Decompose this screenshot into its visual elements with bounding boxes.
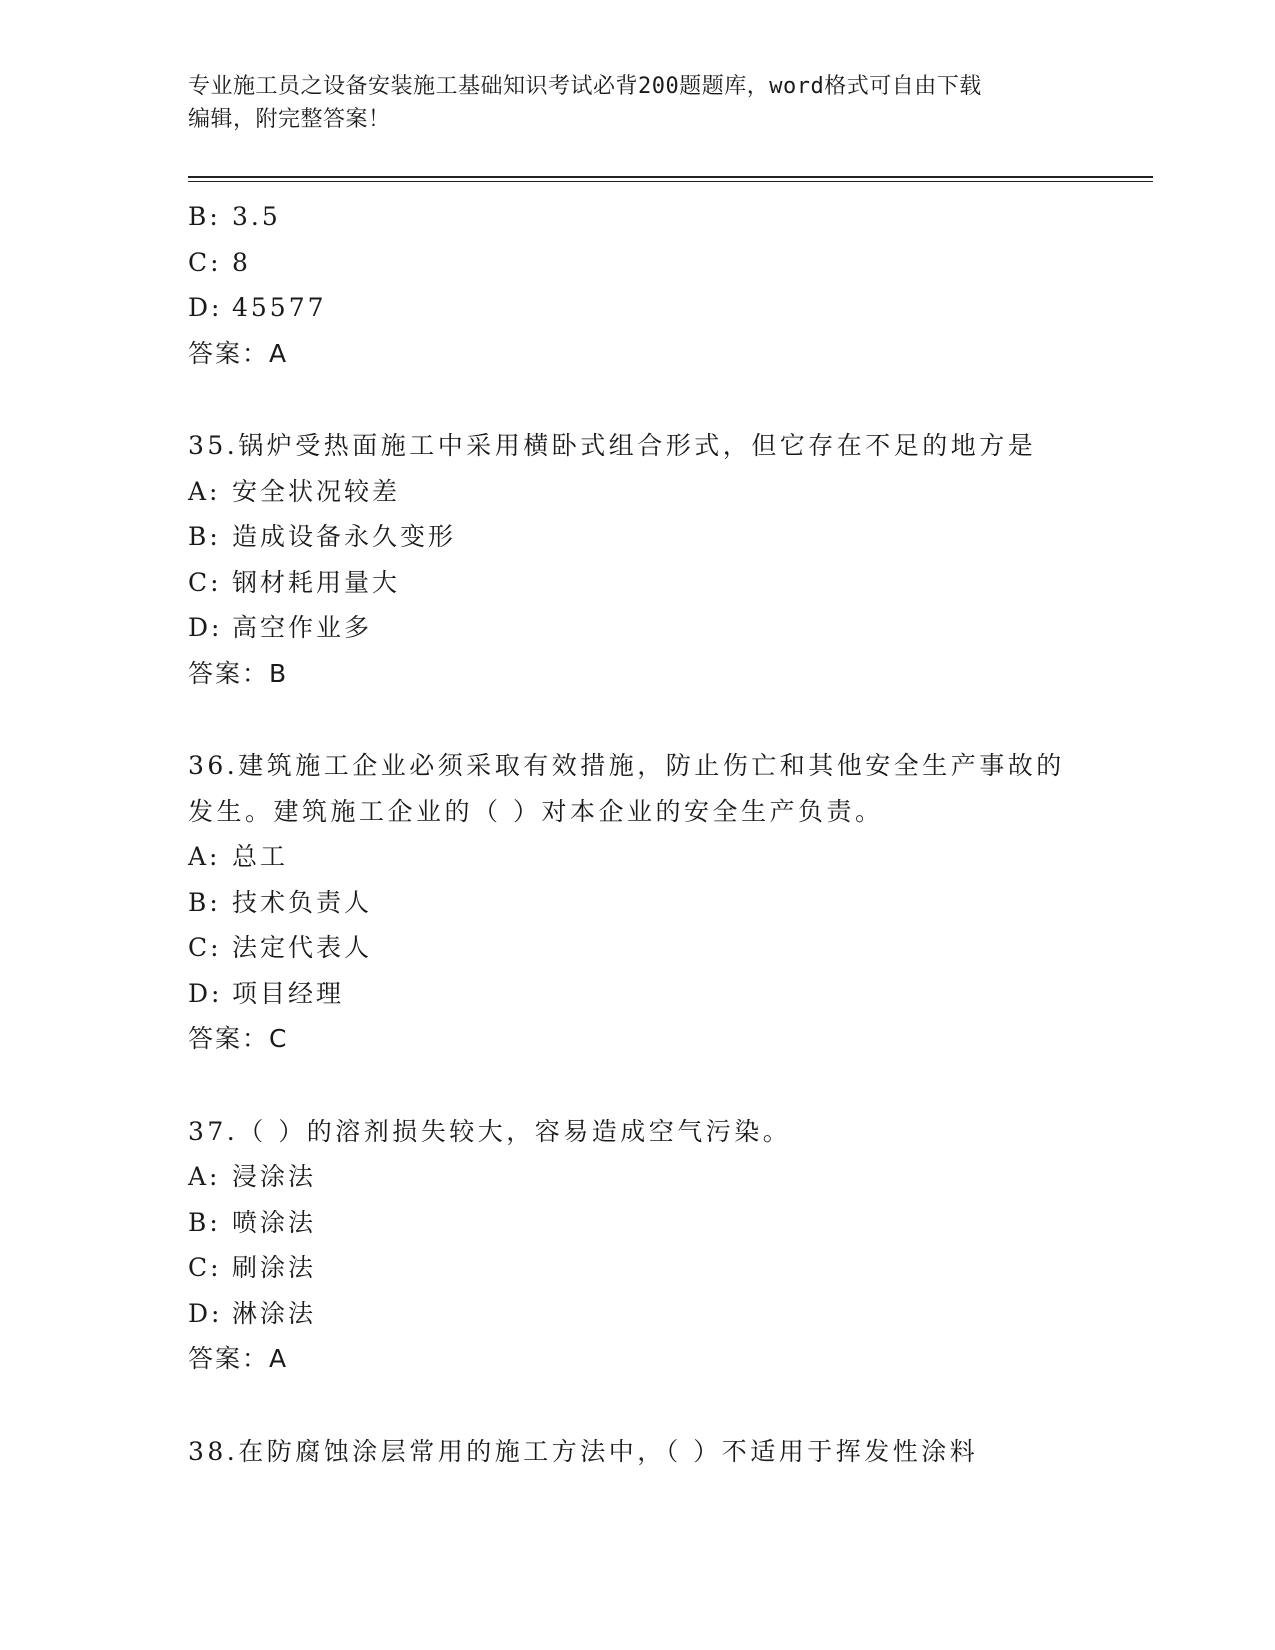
question-text: 36.建筑施工企业必须采取有效措施，防止伤亡和其他安全生产事故的 (188, 751, 1065, 780)
document-page (188, 70, 1153, 1474)
answer-line: 答案：B (188, 658, 289, 688)
question-text: 38.在防腐蚀涂层常用的施工方法中，（ ）不适用于挥发性涂料 (188, 1436, 979, 1466)
header-divider-thick (188, 176, 1153, 178)
option-b: B: 3.5 (188, 202, 281, 231)
option-a: A: 浸涂法 (188, 1162, 317, 1191)
option-b: B: 技术负责人 (188, 887, 373, 917)
option-c: C: 钢材耗用量大 (188, 567, 401, 597)
option-b: B: 喷涂法 (188, 1207, 317, 1237)
continued-question (188, 194, 1153, 376)
option-d: D: 45577 (188, 293, 327, 322)
header-divider-thin (188, 181, 1153, 182)
header-title-line-2: 编辑，附完整答案！ (188, 107, 391, 132)
answer-line: 答案：A (188, 1344, 289, 1373)
header-title-line-1: 专业施工员之设备安装施工基础知识考试必背200题题库，word格式可自由下载 (188, 74, 982, 99)
question-text-continued: 发生。建筑施工企业的（ ）对本企业的安全生产负责。 (188, 796, 884, 826)
answer-line: 答案：C (188, 1024, 289, 1053)
question-text: 35.锅炉受热面施工中采用横卧式组合形式，但它存在不足的地方是 (188, 431, 1037, 460)
question-body (188, 194, 1153, 1474)
option-c: C: 法定代表人 (188, 933, 373, 962)
question-36 (188, 743, 1153, 1062)
answer-line: 答案：A (188, 338, 289, 368)
option-c: C: 8 (188, 247, 251, 277)
question-text: 37.（ ）的溶剂损失较大，容易造成空气污染。 (188, 1116, 792, 1146)
option-a: A: 安全状况较差 (188, 476, 401, 506)
document-header (188, 70, 1153, 136)
option-d: D: 高空作业多 (188, 613, 373, 642)
question-38 (188, 1429, 1153, 1475)
option-d: D: 淋涂法 (188, 1298, 317, 1328)
question-37 (188, 1109, 1153, 1382)
option-d: D: 项目经理 (188, 978, 345, 1008)
option-c: C: 刷涂法 (188, 1253, 317, 1282)
question-35 (188, 423, 1153, 696)
option-a: A: 总工 (188, 842, 289, 871)
option-b: B: 造成设备永久变形 (188, 522, 457, 551)
